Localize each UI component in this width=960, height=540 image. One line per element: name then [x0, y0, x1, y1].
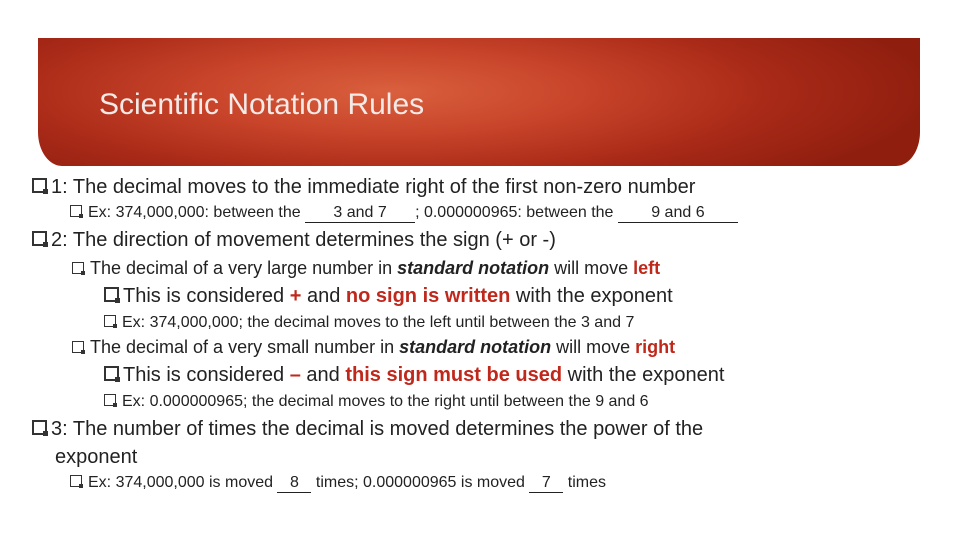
rule-2-small-example [104, 393, 649, 411]
text: This is considered [123, 285, 290, 307]
checkbox-bullet-icon [70, 205, 82, 217]
example-text: Ex: 374,000,000 is moved [88, 474, 278, 491]
title-banner [38, 38, 920, 166]
rule-2-large-sign [104, 285, 673, 308]
text: with the exponent [562, 364, 725, 386]
checkbox-bullet-icon [72, 341, 84, 353]
rule-1-text: 1: The decimal moves to the immediate right of the first non-zero number [51, 176, 696, 198]
minus-sign: – [289, 364, 301, 386]
direction-right: right [635, 337, 676, 357]
text: The decimal of a very small number in [90, 337, 400, 357]
emphasis-text: standard notation [397, 258, 550, 278]
emphasis-text: standard notation [399, 337, 552, 357]
rule-3 [32, 418, 703, 441]
example-text: Ex: 0.000000965; the decimal moves to the right until between the 9 and 6 [122, 393, 649, 410]
rule-1 [32, 176, 695, 199]
checkbox-bullet-icon [104, 366, 119, 381]
rule-3-text: 3: The number of times the decimal is moved determines the power of the [51, 418, 704, 440]
rule-2-small-number [72, 337, 675, 358]
checkbox-bullet-icon [32, 420, 47, 435]
answer-blank: 7 [529, 475, 563, 493]
direction-left: left [633, 258, 661, 278]
checkbox-bullet-icon [104, 394, 116, 406]
checkbox-bullet-icon [70, 475, 82, 487]
rule-3-continued [55, 446, 137, 469]
answer-blank: 9 and 6 [618, 205, 738, 223]
rule-2-large-number [72, 258, 660, 279]
text: This is considered [123, 364, 290, 386]
checkbox-bullet-icon [104, 315, 116, 327]
text: will move [549, 258, 634, 278]
example-text: times [563, 474, 607, 491]
text: and [301, 285, 346, 307]
rule-1-example [70, 204, 738, 223]
sign-note: no sign is written [345, 285, 511, 307]
checkbox-bullet-icon [104, 287, 119, 302]
rule-2-text: 2: The direction of movement determines the sign (+ or -) [51, 229, 556, 251]
slide-title: Scientific Notation Rules [99, 88, 425, 121]
answer-blank: 3 and 7 [305, 205, 415, 223]
example-text: Ex: 374,000,000; the decimal moves to the left until between the 3 and 7 [122, 314, 635, 331]
example-text: Ex: 374,000,000: between the [88, 204, 306, 221]
rule-2-large-example [104, 314, 634, 332]
answer-blank: 8 [277, 475, 311, 493]
rule-3-text: exponent [55, 446, 138, 468]
plus-sign: + [289, 285, 302, 307]
sign-note: this sign must be used [345, 364, 563, 386]
example-text: times; 0.000000965 is moved [311, 474, 530, 491]
rule-2-small-sign [104, 364, 724, 387]
example-text: ; 0.000000965: between the [415, 204, 618, 221]
text: and [300, 364, 346, 386]
rule-3-example [70, 474, 606, 493]
text: will move [551, 337, 636, 357]
rule-2 [32, 229, 556, 252]
checkbox-bullet-icon [32, 178, 47, 193]
text: The decimal of a very large number in [90, 258, 398, 278]
checkbox-bullet-icon [32, 231, 47, 246]
checkbox-bullet-icon [72, 262, 84, 274]
text: with the exponent [510, 285, 673, 307]
